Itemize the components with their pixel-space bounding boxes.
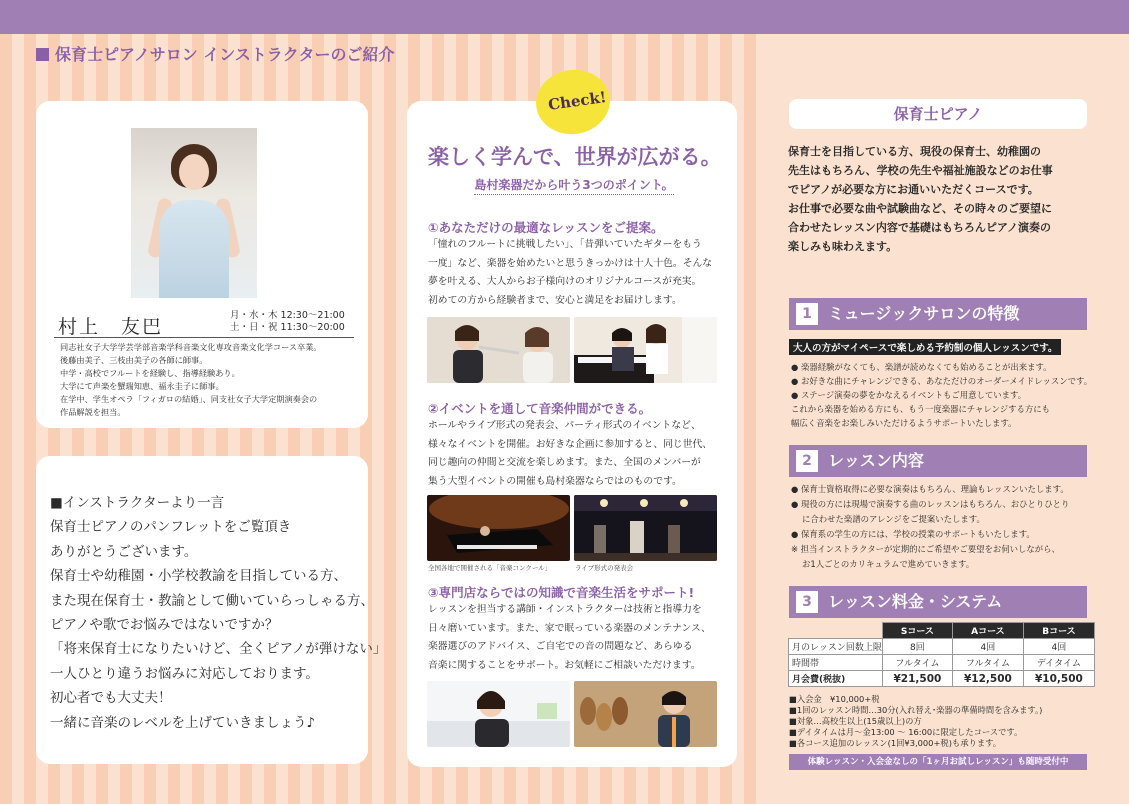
live-event-photo — [574, 495, 717, 561]
instructor-name-row — [54, 308, 354, 338]
section-1-header: 1 ミュージックサロンの特徴 — [789, 298, 1087, 330]
course-name-badge: 保育士ピアノ — [789, 99, 1087, 129]
staff-photo-woman — [427, 681, 570, 747]
section-1-list: ● 楽器経験がなくても、楽譜が読めなくても始めることが出来ます。 ● お好きな曲にチャレンジできる、あなただけのオーダーメイドレッスンです。 ● ステージ演奏の夢をかなえるイベントもご用意しています。 これから楽器を始める方にも、もう一度楽器にチャレンジする方にも 幅広く音楽をお楽しみいただけるようサポートいたします。 — [791, 362, 1093, 428]
points-subtitle: 島村楽器だから叶う3つのポイント。 — [428, 176, 720, 193]
instructor-bio: 同志社女子大学学芸学部音楽学科音楽文化専攻音楽文化学コース卒業。 後藤由美子、三枝由美子の各師に師事。 中学・高校でフルートを経験し、指導経験あり。 大学にて声楽を蟹瑞知恵、福永圭子に師事。 在学中、学生オペラ「フィガロの結婚」、同支社女子大学定期演奏会の 作品解説を担当。 — [60, 342, 322, 417]
section-3-header: 3 レッスン料金・システム — [789, 586, 1087, 618]
check-badge-label: Check! — [547, 88, 608, 114]
caption-competition: 全国各地で開催される「音楽コンクール」 — [428, 564, 552, 572]
section-2-list: ● 保育士資格取得に必要な演奏はもちろん、理論もレッスンいたします。 ● 現役の方には現場で演奏する曲のレッスンはもちろん、おひとりひとり に合わせた楽譜のアレンジをご提案いたします。 ● 保育系の学生の方には、学校の授業のサポートもいたします。 ※ 担当インストラクターが定期的にご希望やご要望をお伺いしながら、 お1人ごとのカリキュラムで進めていきます。 — [791, 484, 1070, 569]
point-3-body: レッスンを担当する講師・インストラクターは技術と指導力を 日々磨いています。また、家で眠っている楽器のメンテナンス、 楽器選びのアドバイス、ご自宅での音の問題など、あらゆる 音楽に関することをサポート。お気軽にご相談いただけます。 — [428, 604, 711, 671]
points-title: 楽しく学んで、世界が広がる。 — [428, 145, 722, 169]
page-title: 保育士ピアノサロン インストラクターのご紹介 — [36, 42, 395, 65]
pricing-notes: ■入会金 ¥10,000+税 ■1回のレッスン時間…30分(入れ替え･楽器の準備時間を含みます。) ■対象…高校生以上(15歳以上)の方 ■デイタイムは月～金13:00 ～ 16:00に限定したコースです。 ■各コース追加のレッスン(1回¥3,000+税)も承ります。 — [789, 694, 1043, 748]
point-1-body: 「憧れのフルートに挑戦したい」、「昔弾いていたギターをもう 一度」など、楽器を始めたいと思うきっかけは十人十色。そんな 夢を叶える、大人からお子様向けのオリジナルコースが充実。 初めての方から経験者まで、安心と満足をお届けします。 — [428, 239, 713, 306]
instructor-photo — [131, 128, 257, 298]
instructor-name: 村上 友巴 — [58, 316, 164, 338]
instructor-schedule: 月・水・木 12:30～21:00 土・日・祝 11:30～20:00 — [230, 310, 345, 333]
section-2-header: 2 レッスン内容 — [789, 445, 1087, 477]
instructor-message: ■インストラクターより一言 保育士ピアノのパンフレットをご覧頂き ありがとうございます。 保育士や幼稚園・小学校教諭を目指している方、 また現在保育士・教諭として働いていらっしゃる方、 ピアノや歌でお悩みではないですか？ 「将来保育士になりたいけど、全くピアノが弾けない」 一人ひとり違うお悩みに対応しております。 初心者でも大丈夫！ 一緒に音楽のレベルを上げていきましょう♪ — [50, 495, 387, 731]
top-bar — [0, 0, 1129, 34]
lesson-photo-piano — [574, 317, 717, 383]
section-1-tagline: 大人の方がマイペースで楽しめる予約制の個人レッスンです。 — [789, 339, 1061, 355]
trial-lesson-banner: 体験レッスン・入会金なしの「1ヶ月お試しレッスン」も随時受付中 — [789, 754, 1087, 770]
lesson-photo-flute — [427, 317, 570, 383]
point-1-title: ①あなただけの最適なレッスンをご提案。 — [428, 220, 664, 235]
point-2-title: ②イベントを通して音楽仲間ができる。 — [428, 401, 652, 416]
caption-live-recital: ライブ形式の発表会 — [575, 564, 634, 572]
point-2-body: ホールやライブ形式の発表会、パーティ形式のイベントなど、 様々なイベントを開催。お好きな企画に参加すると、同じ世代、 同じ趣向の仲間と交流を楽しめます。また、全国のメンバーが 集う大型イベントの開催も島村楽器ならではのものです。 — [428, 420, 713, 487]
course-intro: 保育士を目指している方、現役の保育士、幼稚園の 先生はもちろん、学校の先生や福祉施設などのお仕事 でピアノが必要な方にお通いいただくコースです。 お仕事で必要な曲や試験曲など、その時々のご要望に 合わせたレッスン内容で基礎はもちろんピアノ演奏の 楽しみも味わえます。 — [788, 145, 1053, 253]
concert-photo-grand-piano — [427, 495, 570, 561]
point-3-title: ③専門店ならではの知識で音楽生活をサポート! — [428, 585, 695, 600]
staff-photo-guitar-shop — [574, 681, 717, 747]
price-table: Sコース Aコース Bコース 月のレッスン回数上限 8回 4回 4回 時間帯 フルタイム フルタイム デイタイム 月会費(税抜) ¥21,500 ¥12,500 ¥10,500 — [788, 622, 1095, 687]
